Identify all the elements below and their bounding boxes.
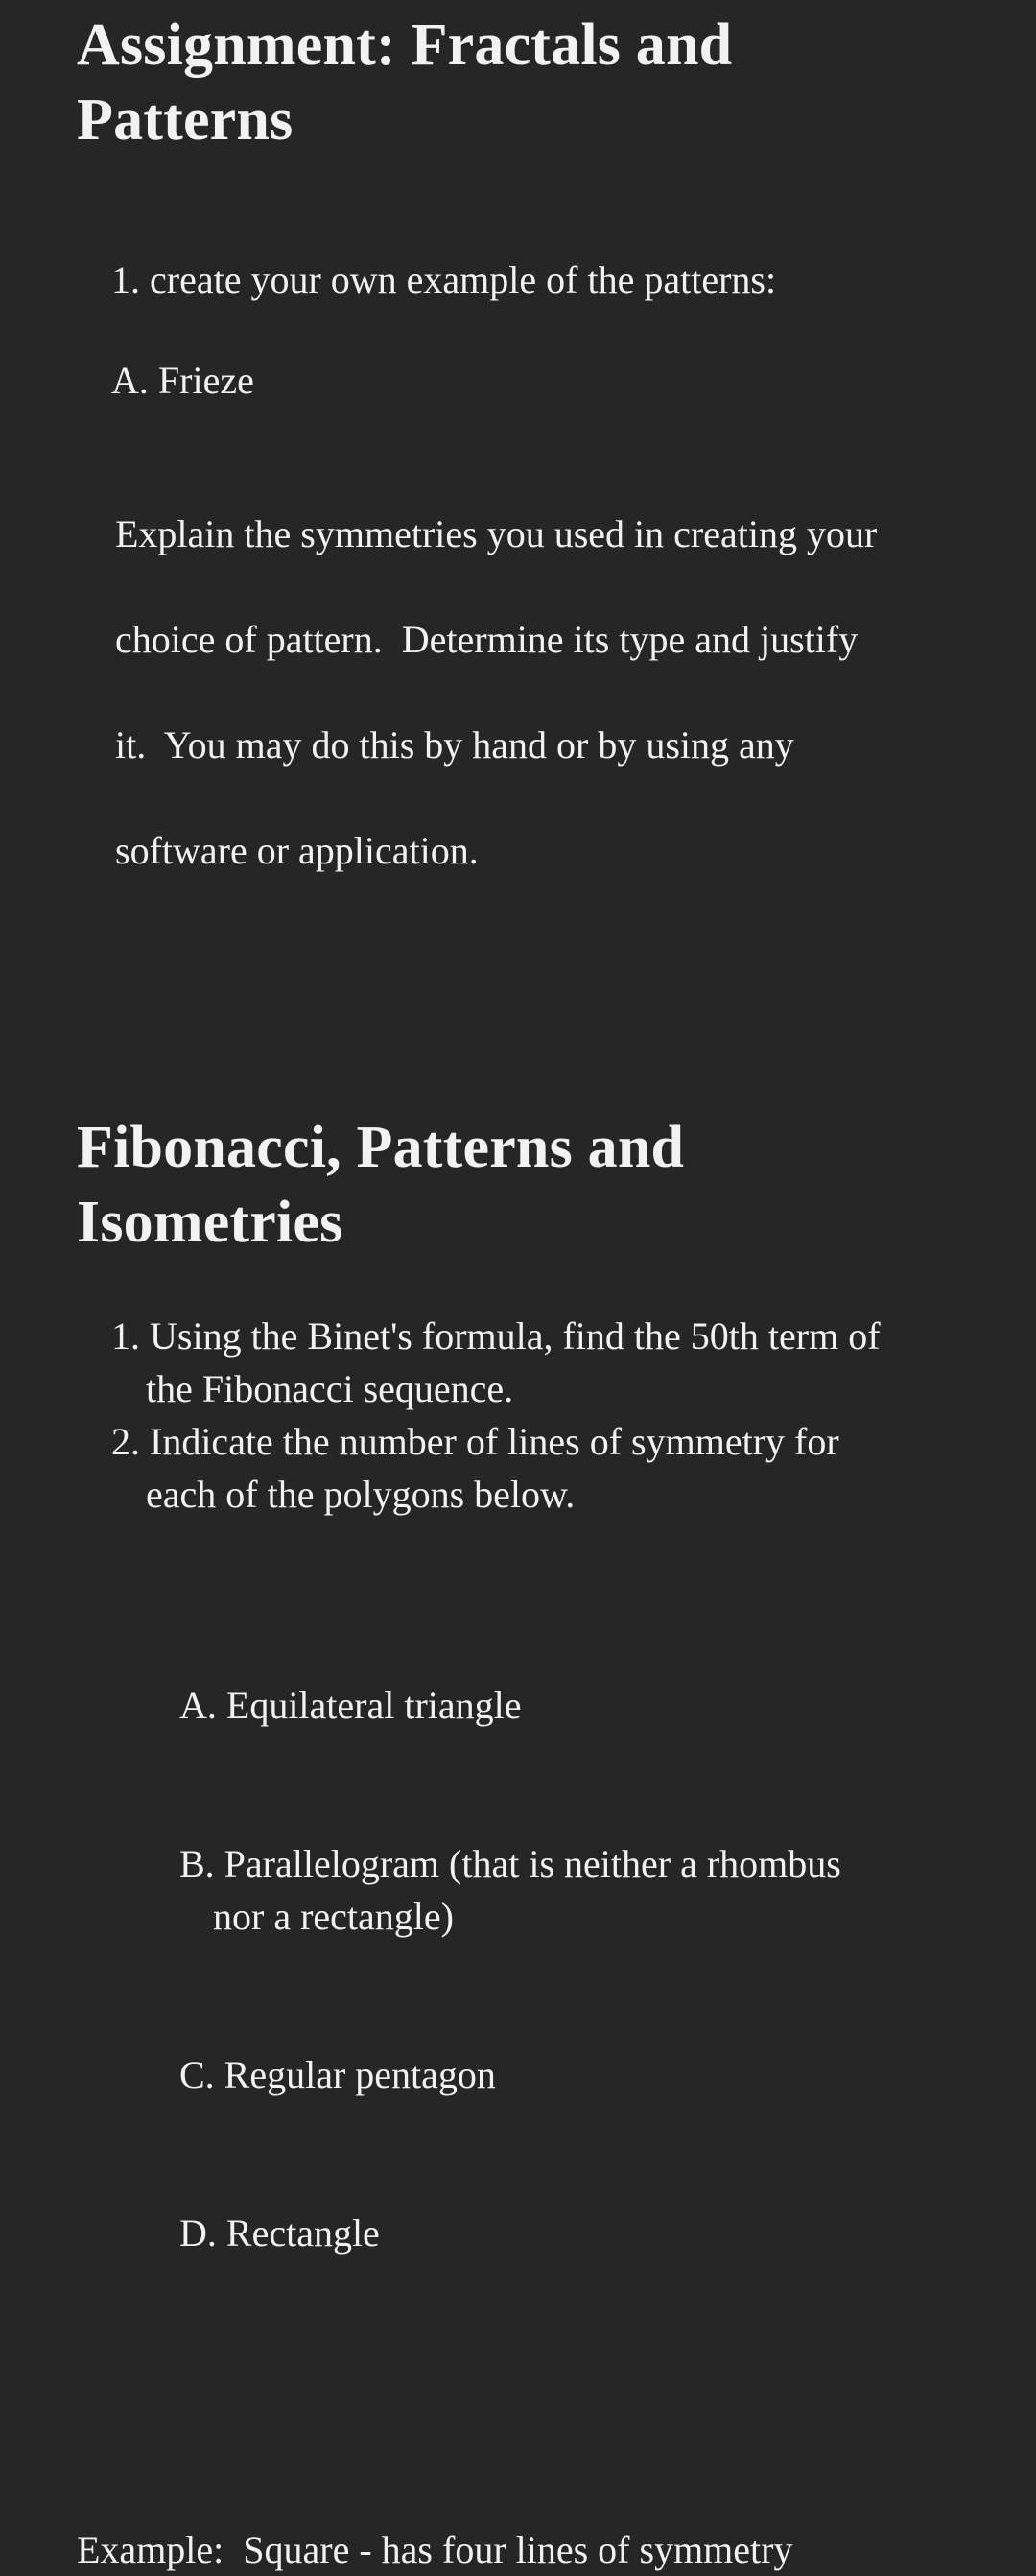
subitem-line: D. Rectangle — [179, 2211, 380, 2255]
polygon-sublist — [111, 1573, 959, 2365]
sublist-item-rectangle — [111, 2207, 959, 2259]
list-item-frieze: A. Frieze — [111, 359, 254, 402]
item-line: each of the polygons below. — [146, 1473, 576, 1516]
example-line: Example: Square - has four lines of symmetry — [77, 2528, 793, 2571]
paragraph-line: Explain the symmetries you used in creating your — [115, 512, 878, 555]
subitem-line: A. Equilateral triangle — [179, 1684, 522, 1727]
paragraph-line: software or application. — [115, 829, 479, 872]
subitem-line: B. Parallelogram (that is neither a rhombus — [179, 1842, 841, 1885]
sublist-item-triangle — [111, 1679, 959, 1732]
item-line: the Fibonacci sequence. — [146, 1367, 514, 1410]
title-line-2: Isometries — [77, 1190, 343, 1255]
title-line-1: Fibonacci, Patterns and — [77, 1115, 685, 1180]
item-line: 1. Using the Binet's formula, find the 50th term of — [111, 1314, 881, 1358]
title-line-1: Assignment: Fractals and — [77, 12, 733, 78]
paragraph-line: it. You may do this by hand or by using any — [115, 723, 794, 767]
list-item-symmetry-lines — [77, 1415, 959, 2470]
subitem-line: C. Regular pentagon — [179, 2053, 496, 2096]
sublist-item-pentagon — [111, 2048, 959, 2101]
title-line-2: Patterns — [77, 87, 294, 153]
list-item-binet — [77, 1310, 959, 1415]
item-line: 2. Indicate the number of lines of symmetry for — [111, 1420, 839, 1463]
instructions-paragraph — [77, 455, 940, 930]
list-item-create-pattern: 1. create your own example of the patterns: — [111, 258, 777, 301]
question-list — [77, 1310, 959, 2470]
subitem-line: nor a rectangle) — [213, 1895, 454, 1938]
section-title-fractals — [77, 0, 959, 157]
section-title-fibonacci — [77, 1110, 959, 1260]
sublist-item-parallelogram — [111, 1837, 959, 1943]
paragraph-line: choice of pattern. Determine its type and justify — [115, 618, 859, 661]
